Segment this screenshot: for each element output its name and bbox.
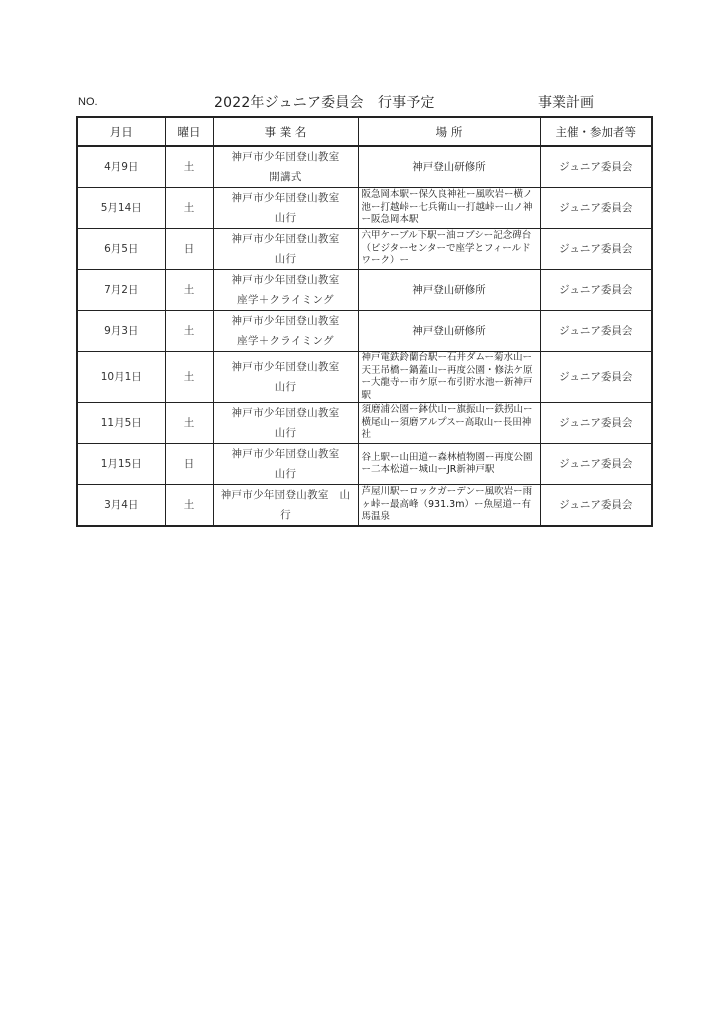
event-place: 谷上駅ー山田道ー森林植物園ー再度公園ー二本松道ー城山ーJR新神戸駅 <box>358 444 540 485</box>
event-name-line: 神戸市少年団登山教室 <box>231 315 340 327</box>
event-name <box>213 146 358 188</box>
event-name-line: 神戸市少年団登山教室 <box>231 233 340 245</box>
event-name-line: 山行 <box>274 212 297 224</box>
column-header-organizer: 主催・参加者等 <box>540 117 652 146</box>
event-name-line: 座学＋クライミング <box>237 335 334 347</box>
event-organizer: ジュニア委員会 <box>540 229 652 270</box>
table-row <box>77 188 652 229</box>
event-weekday: 日 <box>165 229 213 270</box>
event-date: 3月4日 <box>77 485 165 527</box>
plan-label: 事業計画 <box>538 95 594 111</box>
table-row <box>77 444 652 485</box>
event-place: 神戸登山研修所 <box>358 311 540 352</box>
event-name <box>213 352 358 403</box>
event-place: 六甲ケーブル下駅ー油コブシー記念碑台（ビジターセンターで座学とフィールドワーク）ー <box>358 229 540 270</box>
document-header <box>76 90 651 114</box>
column-header-event: 事 業 名 <box>213 117 358 146</box>
event-date: 9月3日 <box>77 311 165 352</box>
event-organizer: ジュニア委員会 <box>540 270 652 311</box>
schedule-body <box>77 146 652 526</box>
event-organizer: ジュニア委員会 <box>540 485 652 527</box>
event-date: 11月5日 <box>77 403 165 444</box>
event-name-line: 神戸市少年団登山教室 <box>231 361 340 373</box>
table-row <box>77 146 652 188</box>
event-name-line: 山行 <box>274 381 297 393</box>
column-header-weekday: 曜日 <box>165 117 213 146</box>
schedule-table <box>76 116 653 527</box>
event-place: 神戸登山研修所 <box>358 270 540 311</box>
event-weekday: 土 <box>165 188 213 229</box>
column-header-date: 月日 <box>77 117 165 146</box>
event-name-line: 山行 <box>274 427 297 439</box>
event-date: 1月15日 <box>77 444 165 485</box>
event-name <box>213 403 358 444</box>
event-weekday: 土 <box>165 403 213 444</box>
event-name-line: 神戸市少年団登山教室 <box>231 274 340 286</box>
event-name <box>213 229 358 270</box>
event-weekday: 日 <box>165 444 213 485</box>
event-place: 芦屋川駅ーロックガーデンー風吹岩ー雨ヶ峠ー最高峰（931.3m）ー魚屋道ー有馬温泉 <box>358 485 540 527</box>
event-weekday: 土 <box>165 485 213 527</box>
event-weekday: 土 <box>165 352 213 403</box>
event-weekday: 土 <box>165 270 213 311</box>
event-organizer: ジュニア委員会 <box>540 352 652 403</box>
event-place: 神戸登山研修所 <box>358 146 540 188</box>
table-row <box>77 311 652 352</box>
event-name-line: 開講式 <box>269 171 302 183</box>
event-name <box>213 270 358 311</box>
document-title: 2022年ジュニア委員会 行事予定 <box>214 95 435 111</box>
event-name-line: 神戸市少年団登山教室 <box>231 448 340 460</box>
event-date: 4月9日 <box>77 146 165 188</box>
table-header-row <box>77 117 652 146</box>
table-row <box>77 485 652 527</box>
event-name-line: 行 <box>280 509 291 521</box>
event-organizer: ジュニア委員会 <box>540 188 652 229</box>
column-header-place: 場 所 <box>358 117 540 146</box>
event-organizer: ジュニア委員会 <box>540 311 652 352</box>
event-name-line: 神戸市少年団登山教室 <box>231 407 340 419</box>
event-name <box>213 485 358 527</box>
event-weekday: 土 <box>165 146 213 188</box>
event-name-line: 山行 <box>274 253 297 265</box>
event-name <box>213 444 358 485</box>
table-row <box>77 352 652 403</box>
event-date: 7月2日 <box>77 270 165 311</box>
event-name <box>213 311 358 352</box>
table-row <box>77 403 652 444</box>
event-date: 10月1日 <box>77 352 165 403</box>
event-date: 5月14日 <box>77 188 165 229</box>
event-organizer: ジュニア委員会 <box>540 444 652 485</box>
table-row <box>77 229 652 270</box>
event-date: 6月5日 <box>77 229 165 270</box>
document-number-label: NO. <box>78 96 98 108</box>
event-place: 阪急岡本駅ー保久良神社ー風吹岩ー横ノ池ー打越峠ー七兵衛山ー打越峠ー山ノ神ー阪急岡本駅 <box>358 188 540 229</box>
table-row <box>77 270 652 311</box>
event-organizer: ジュニア委員会 <box>540 146 652 188</box>
event-name <box>213 188 358 229</box>
event-name-line: 神戸市少年団登山教室 <box>231 192 340 204</box>
event-name-line: 神戸市少年団登山教室 山 <box>220 489 351 501</box>
event-weekday: 土 <box>165 311 213 352</box>
event-place: 神戸電鉄鈴蘭台駅ー石井ダムー菊水山ー天王吊橋ー鍋蓋山ー再度公園・修法ケ原ー大龍寺ー市ケ原ー布引貯水池ー新神戸駅 <box>358 352 540 403</box>
event-name-line: 山行 <box>274 468 297 480</box>
event-name-line: 神戸市少年団登山教室 <box>231 151 340 163</box>
event-organizer: ジュニア委員会 <box>540 403 652 444</box>
event-name-line: 座学＋クライミング <box>237 294 334 306</box>
event-place: 須磨浦公園ー鉢伏山ー旗振山ー鉄拐山ー横尾山ー須磨アルプスー高取山ー長田神社 <box>358 403 540 444</box>
